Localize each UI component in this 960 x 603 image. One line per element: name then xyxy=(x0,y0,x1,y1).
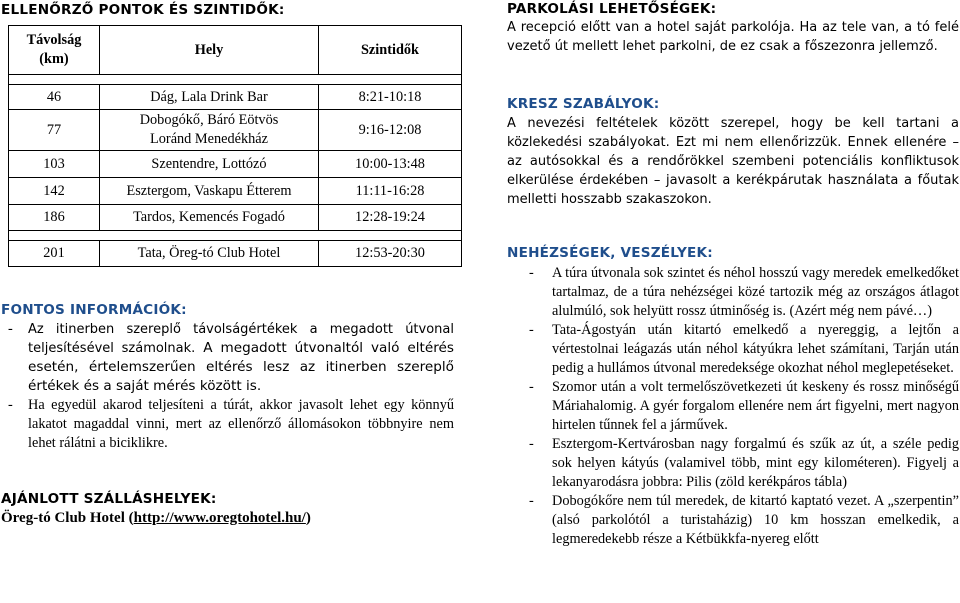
dangers-list xyxy=(507,264,959,549)
row-time: 8:21-10:18 xyxy=(319,85,462,110)
lodging-link[interactable]: http://www.oregtohotel.hu/ xyxy=(133,510,306,526)
dangers-heading: NEHÉZSÉGEK, VESZÉLYEK: xyxy=(507,245,713,261)
row-km: 46 xyxy=(9,85,100,110)
row-time: 12:53-20:30 xyxy=(319,241,462,267)
row-km: 186 xyxy=(9,205,100,231)
row-km: 77 xyxy=(9,110,100,151)
table-row xyxy=(9,85,462,110)
lodging-close: ) xyxy=(305,510,311,526)
list-item: - Szomor után a volt termelőszövetkezeti út keskeny és rossz minőségű Máriahalomig. A gyér forgalom ellenére nem árt figyelni, mert nagyon hirtelen tűnnek fel a járművek. xyxy=(507,378,959,435)
header-place: Hely xyxy=(100,26,319,75)
row-km: 201 xyxy=(9,241,100,267)
row-time: 10:00-13:48 xyxy=(319,151,462,178)
row-time: 12:28-19:24 xyxy=(319,205,462,231)
info-item-1-part2: A megadott útvonaltól való eltérés esetén, értelemszerűen eltérés lesz az itinerben szereplő értékek és a saját mérés között is. xyxy=(28,340,454,394)
row-time: 11:11-16:28 xyxy=(319,178,462,205)
info-list xyxy=(0,320,454,453)
table-gap xyxy=(9,75,462,85)
row-place: Dobogókő, Báró Eötvös Loránd Menedékház xyxy=(100,110,319,151)
row-place: Szentendre, Lottózó xyxy=(100,151,319,178)
list-item: - Esztergom-Kertvárosban nagy forgalmú és szűk az út, a széle pedig sok helyen kátyús (valamivel több, mint egy kilométeren). Figyelj a lekanyarodásra jobbra: Pilis (zöld kerékpáros tábla) xyxy=(507,435,959,492)
lodging-heading: AJÁNLOTT SZÁLLÁSHELYEK: xyxy=(1,491,217,507)
info-heading: FONTOS INFORMÁCIÓK: xyxy=(1,302,187,318)
checkpoints-table xyxy=(8,25,462,267)
table-row xyxy=(9,178,462,205)
table-gap xyxy=(9,231,462,241)
list-item: - A túra útvonala sok szintet és néhol hosszú vagy meredek emelkedőket tartalmaz, de a túra nehézségei közé tartozik még az országos átlagot alulmúló, sok helyütt rossz útminőség is. (Azért még nem pávé…) xyxy=(507,264,959,321)
row-time: 9:16-12:08 xyxy=(319,110,462,151)
table-row xyxy=(9,110,462,151)
header-distance: Távolság (km) xyxy=(9,26,100,75)
checkpoints-heading: ELLENŐRZŐ PONTOK ÉS SZINTIDŐK: xyxy=(1,2,285,18)
kresz-text: A nevezési feltételek között szerepel, hogy be kell tartani a közlekedési szabályokat. Ezt mi nem ellenőrizzük. Ennek ellenére – az autósokkal és a rendőrökkel szembeni potenciális konfliktusok elkerülése érdekében – javasolt a kerékpárutak használata a főutak melletti hosszabb szakaszokon. xyxy=(507,116,959,207)
parking-heading: PARKOLÁSI LEHETŐSÉGEK: xyxy=(507,1,717,17)
row-place: Esztergom, Vaskapu Étterem xyxy=(100,178,319,205)
row-place: Tata, Öreg-tó Club Hotel xyxy=(100,241,319,267)
kresz-heading: KRESZ SZABÁLYOK: xyxy=(507,96,660,112)
table-row xyxy=(9,151,462,178)
row-km: 103 xyxy=(9,151,100,178)
lodging-name: Öreg-tó Club Hotel ( xyxy=(1,510,134,526)
lodging-line xyxy=(1,510,311,527)
table-header-row xyxy=(9,26,462,75)
row-place: Dág, Lala Drink Bar xyxy=(100,85,319,110)
header-times: Szintidők xyxy=(319,26,462,75)
list-item xyxy=(0,320,454,396)
table-row xyxy=(9,205,462,231)
list-item xyxy=(0,396,454,453)
row-km: 142 xyxy=(9,178,100,205)
table-row xyxy=(9,241,462,267)
info-item-2-text: Ha egyedül akarod teljesíteni a túrát, akkor javasolt lehet egy könnyű lakatot magaddal vinni, mert az ellenőrző állomásokon többnyire nem lehet rálátni a biciklikre. xyxy=(28,397,454,451)
row-place: Tardos, Kemencés Fogadó xyxy=(100,205,319,231)
list-item: - Tata-Ágostyán után kitartó emelkedő a nyereggig, a lejtőn a vértestolnai leágazás után néhol kátyúkra lehet számítani, Tarján után pedig a hullámos útvonal meredeksége okozhat néhol meglepetéseket. xyxy=(507,321,959,378)
parking-text: A recepció előtt van a hotel saját parkolója. Ha az tele van, a tó felé vezető út mellett lehet parkolni, de ez csak a főszezonra jellemző. xyxy=(507,20,959,54)
info-item-1-part1: Az itinerben szereplő távolságértékek a megadott útvonal teljesítésével számolnak. xyxy=(28,322,454,356)
list-item: - Dobogókőre nem túl meredek, de kitartó kaptató vezet. A „szerpentin” (alsó parkolótól a turistaházig) 10 km hosszan emelkedik, a legmeredekebb része a Kétbükkfa-nyereg előtt xyxy=(507,492,959,549)
